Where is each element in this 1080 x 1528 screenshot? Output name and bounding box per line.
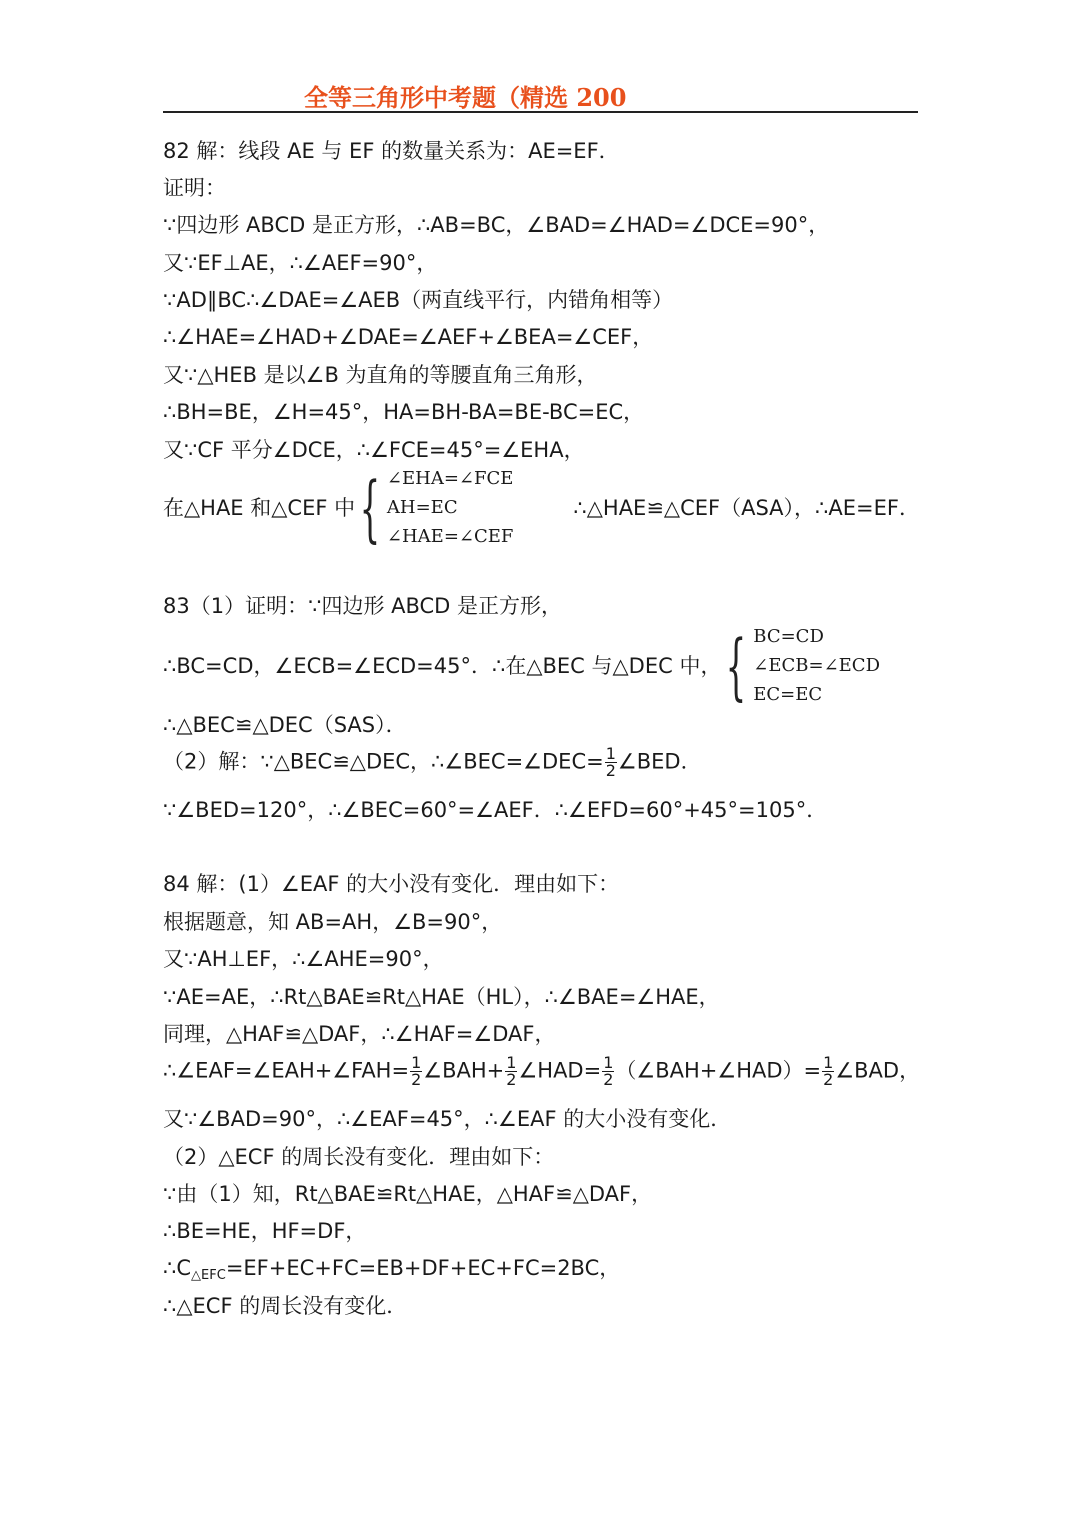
p82-line-1: 82 解：线段 AE 与 EF 的数量关系为：AE=EF．	[163, 139, 620, 163]
p82-line-8: ∴BH=BE，∠H=45°，HA=BH-BA=BE-BC=EC，	[163, 400, 645, 424]
p84-line-11-post: =EF+EC+FC=EB+DF+EC+FC=2BC，	[225, 1256, 621, 1280]
p84-line-6-part: ∴∠EAF=∠EAH+∠FAH=	[163, 1058, 410, 1083]
fraction-one-half: $\frac{1}{2}$	[411, 1053, 422, 1089]
p82-line-3: ∵四边形 ABCD 是正方形，∴AB=BC，∠BAD=∠HAD=∠DCE=90°，	[163, 213, 830, 237]
system-row: BC=CD	[753, 626, 824, 647]
system-row: ∠EHA=∠FCE	[386, 468, 514, 489]
fraction-one-half: $\frac{1}{2}$	[605, 744, 616, 780]
p82-equation-system	[355, 464, 513, 551]
p82-line-10	[163, 464, 920, 551]
p84-line-6	[163, 1055, 920, 1088]
title-divider	[163, 111, 918, 113]
p83-line-3: ∴△BEC≌△DEC（SAS）．	[163, 713, 407, 737]
system-row: EC=EC	[753, 684, 823, 705]
p83-line-2-pre: ∴BC=CD，∠ECB=∠ECD=45°．∴在△BEC 与△DEC 中，	[163, 653, 722, 678]
p84-line-2: 根据题意，知 AB=AH，∠B=90°，	[163, 910, 503, 934]
p83-equation-system	[721, 622, 880, 709]
p84-line-10: ∴BE=HE，HF=DF，	[163, 1219, 367, 1243]
p84-line-1: 84 解：(1）∠EAF 的大小没有变化．理由如下：	[163, 872, 620, 896]
p82-line-2: 证明：	[163, 176, 226, 200]
fraction-one-half: $\frac{1}{2}$	[823, 1053, 834, 1089]
subscript: △EFC	[191, 1268, 226, 1283]
p84-line-9: ∵由（1）知，Rt△BAE≌Rt△HAE，△HAF≌△DAF，	[163, 1182, 653, 1206]
p83-line-4	[163, 746, 702, 779]
p83-line-4-pre: （2）解：∵△BEC≌△DEC，∴∠BEC=∠DEC=	[163, 749, 604, 774]
p82-line-9: 又∵CF 平分∠DCE，∴∠FCE=45°=∠EHA，	[163, 438, 585, 462]
p84-line-4: ∵AE=AE，∴Rt△BAE≌Rt△HAE（HL），∴∠BAE=∠HAE，	[163, 985, 720, 1009]
p84-line-5: 同理，△HAF≌△DAF，∴∠HAF=∠DAF，	[163, 1022, 556, 1046]
p84-line-3: 又∵AH⊥EF，∴∠AHE=90°，	[163, 947, 444, 971]
p83-line-5: ∵∠BED=120°，∴∠BEC=60°=∠AEF．∴∠EFD=60°+45°=105°．	[163, 798, 828, 822]
fraction-one-half: $\frac{1}{2}$	[506, 1053, 517, 1089]
p83-line-1: 83（1）证明：∵四边形 ABCD 是正方形，	[163, 594, 563, 618]
system-row: AH=EC	[386, 497, 458, 518]
brace: {	[726, 623, 747, 708]
p82-line-10-pre: 在△HAE 和△CEF 中	[163, 495, 356, 520]
p84-line-7: 又∵∠BAD=90°，∴∠EAF=45°，∴∠EAF 的大小没有变化．	[163, 1107, 732, 1131]
p84-line-8: （2）△ECF 的周长没有变化．理由如下：	[163, 1145, 555, 1169]
p84-line-6-part: ∠BAH+	[423, 1058, 505, 1083]
system-row: ∠ECB=∠ECD	[753, 655, 880, 676]
p84-line-11-pre: ∴C	[163, 1256, 192, 1280]
p84-line-12: ∴△ECF 的周长没有变化．	[163, 1294, 408, 1318]
p83-line-2	[163, 622, 880, 709]
p82-line-4: 又∵EF⊥AE，∴∠AEF=90°，	[163, 251, 438, 275]
p83-line-4-post: ∠BED．	[617, 749, 702, 774]
p82-line-10-post: ∴△HAE≌△CEF（ASA），∴AE=EF．	[573, 495, 920, 520]
p84-line-11	[163, 1255, 620, 1289]
page-title: 全等三角形中考题（精选 200	[304, 83, 627, 112]
p84-line-6-part: ∠BAD，	[835, 1058, 921, 1083]
system-row: ∠HAE=∠CEF	[386, 526, 514, 547]
p82-line-7: 又∵△HEB 是以∠B 为直角的等腰直角三角形，	[163, 363, 598, 387]
p82-line-5: ∵AD∥BC∴∠DAE=∠AEB（两直线平行，内错角相等）	[163, 288, 674, 312]
brace: {	[359, 465, 381, 550]
p84-line-6-part: ∠HAD=	[518, 1058, 602, 1083]
p82-line-6: ∴∠HAE=∠HAD+∠DAE=∠AEF+∠BEA=∠CEF，	[163, 325, 654, 349]
fraction-one-half: $\frac{1}{2}$	[603, 1053, 614, 1089]
p84-line-6-part: （∠BAH+∠HAD）=	[615, 1058, 822, 1083]
